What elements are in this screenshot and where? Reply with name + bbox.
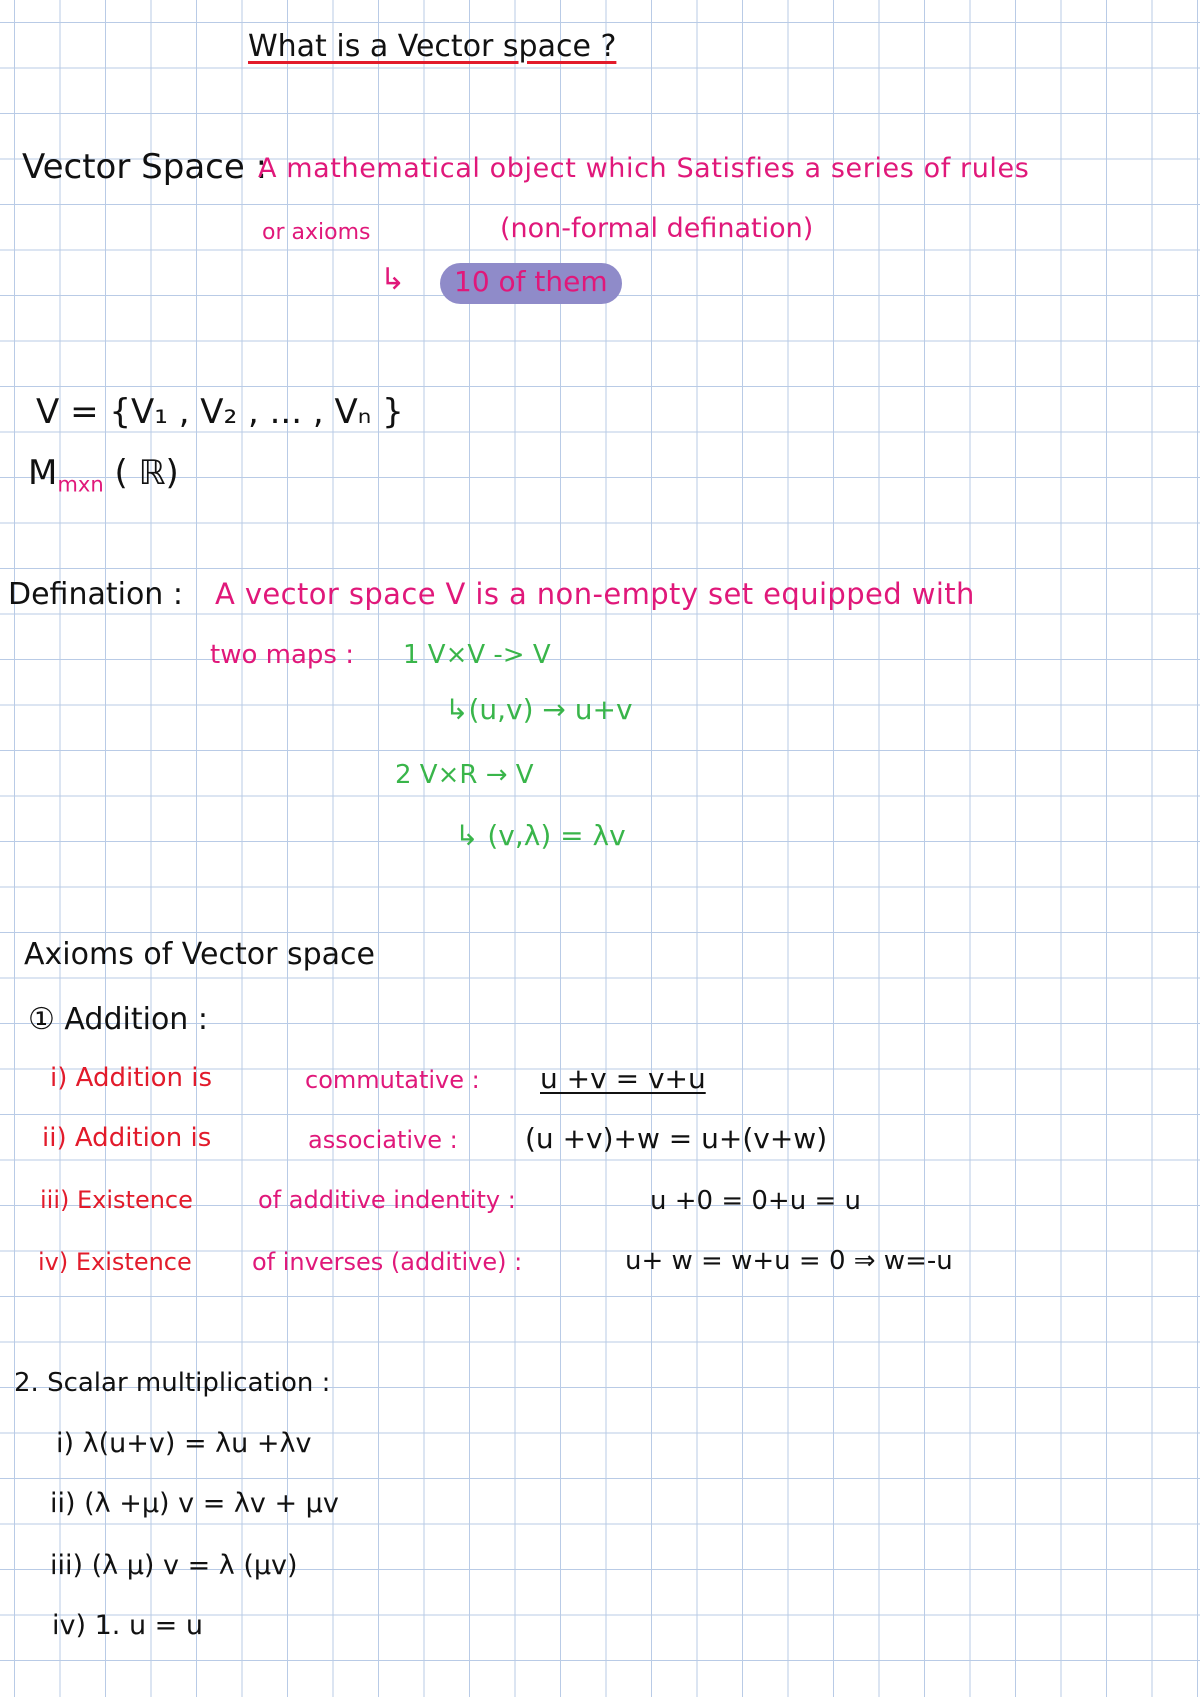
map-1-detail: ↳(u,v) → u+v	[445, 693, 633, 726]
scalar-item: ii) (λ +μ) v = λv + μv	[50, 1488, 339, 1519]
addition-item-desc: of additive indentity :	[258, 1186, 516, 1214]
addition-item-desc: associative :	[308, 1126, 458, 1154]
intro-line-1: A mathematical object which Satisfies a series of rules	[258, 153, 1030, 184]
addition-heading: ① Addition :	[28, 1002, 208, 1037]
definition-two-maps: two maps :	[210, 640, 354, 670]
axioms-title: Axioms of Vector space	[24, 937, 375, 972]
addition-item-math: (u +v)+w = u+(v+w)	[525, 1122, 828, 1155]
addition-item-desc: of inverses (additive) :	[252, 1248, 523, 1276]
map-1: 1 V×V -> V	[403, 640, 551, 670]
scalar-item: i) λ(u+v) = λu +λv	[56, 1428, 312, 1459]
vector-space-term: Vector Space :	[22, 147, 268, 187]
definition-line-1: A vector space V is a non-empty set equipped with	[215, 577, 975, 611]
matrix-m: M	[28, 453, 58, 493]
addition-item-label: i) Addition is	[50, 1063, 213, 1093]
page-title: What is a Vector space ?	[248, 29, 617, 64]
addition-item-label: ii) Addition is	[42, 1123, 212, 1153]
addition-item-math: u +0 = 0+u = u	[650, 1186, 861, 1216]
scalar-item: iv) 1. u = u	[52, 1610, 203, 1641]
addition-item-desc: commutative :	[305, 1066, 480, 1094]
intro-line-2b: (non-formal defination)	[500, 213, 814, 244]
matrix-subscript: mxn	[57, 471, 104, 497]
intro-arrow: ↳	[380, 262, 406, 297]
addition-item-label: iii) Existence	[40, 1186, 193, 1214]
matrix-space-notation	[28, 453, 179, 497]
addition-item-math: u+ w = w+u = 0 ⇒ w=-u	[625, 1246, 953, 1276]
vector-set-notation: V = {V₁ , V₂ , ... , Vₙ }	[36, 392, 404, 432]
map-2-detail: ↳ (v,λ) = λv	[455, 819, 626, 852]
map-2: 2 V×R → V	[395, 760, 534, 790]
addition-item-math: u +v = v+u	[540, 1062, 706, 1095]
highlight-10-of-them	[440, 265, 622, 298]
intro-line-2a: or axioms	[262, 220, 371, 245]
definition-term: Defination :	[8, 577, 183, 612]
matrix-field: ( ℝ)	[103, 453, 179, 493]
scalar-heading: 2. Scalar multiplication :	[14, 1368, 331, 1398]
scalar-item: iii) (λ μ) v = λ (μv)	[50, 1550, 298, 1581]
highlight-text: 10 of them	[440, 263, 622, 304]
addition-item-label: iv) Existence	[38, 1248, 192, 1276]
